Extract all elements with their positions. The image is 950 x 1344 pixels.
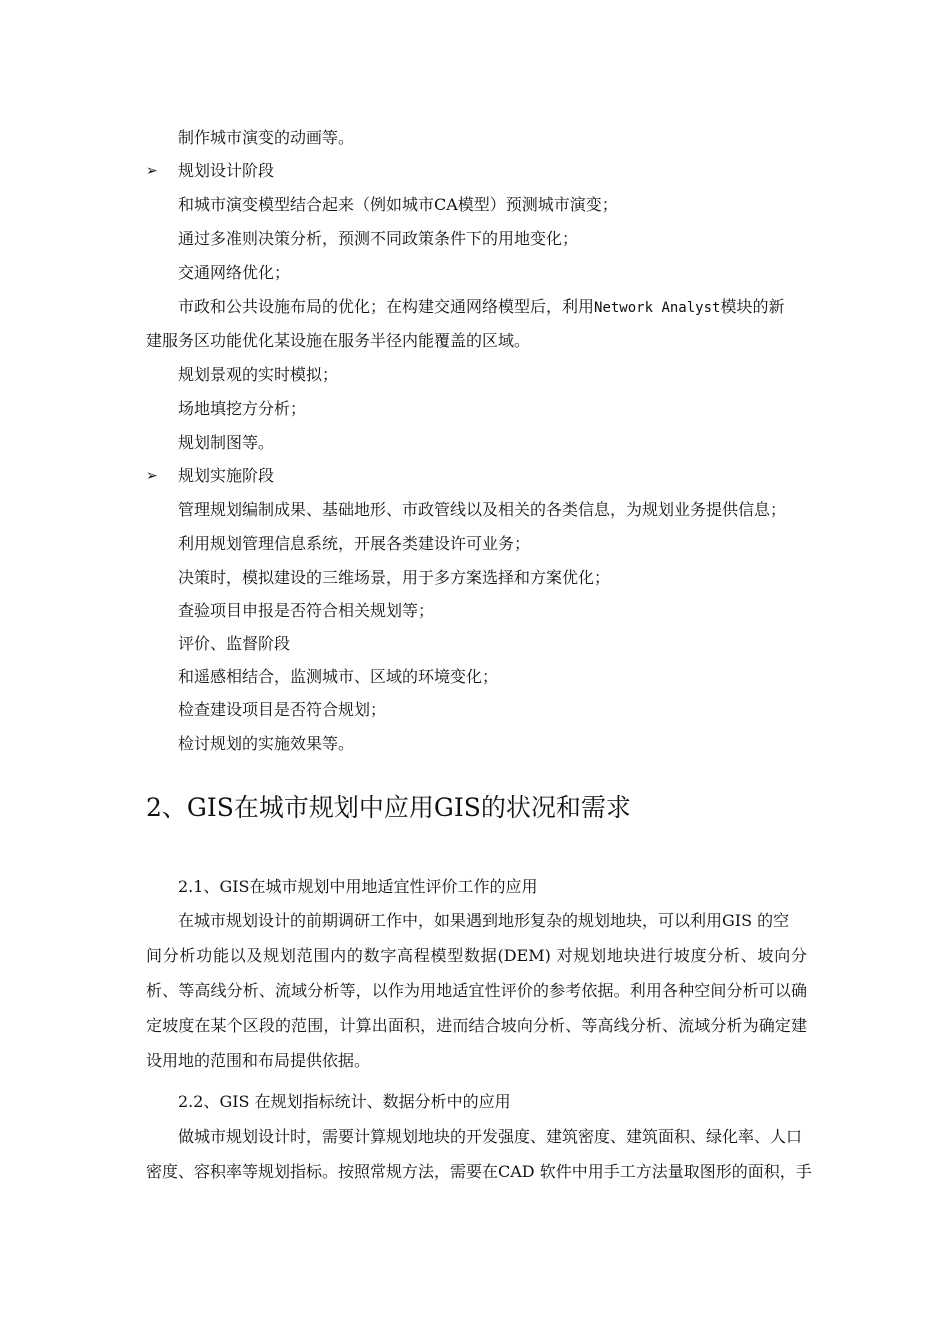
- subsection-heading: 2.2、GIS 在规划指标统计、数据分析中的应用: [178, 1092, 511, 1111]
- paragraph-line: 密度、容积率等规划指标。按照常规方法，需要在CAD 软件中用手工方法量取图形的面积，手: [146, 1162, 812, 1181]
- text-line: 评价、监督阶段: [178, 634, 291, 653]
- arrow-bullet-icon: ➢: [146, 163, 158, 179]
- text-line: 规划景观的实时模拟；: [178, 365, 339, 384]
- text-line: 制作城市演变的动画等。: [178, 128, 355, 147]
- text-line: [178, 296, 784, 319]
- paragraph-line: 设用地的范围和布局提供依据。: [146, 1051, 371, 1070]
- text-line: 管理规划编制成果、基础地形、市政管线以及相关的各类信息，为规划业务提供信息；: [178, 500, 787, 519]
- paragraph-line: 做城市规划设计时，需要计算规划地块的开发强度、建筑密度、建筑面积、绿化率、人口: [178, 1127, 803, 1146]
- text-segment: 模块的新: [720, 297, 785, 316]
- text-line: 通过多准则决策分析，预测不同政策条件下的用地变化；: [178, 229, 579, 248]
- text-line: 检查建设项目是否符合规划；: [178, 700, 387, 719]
- software-name: Network Analyst: [594, 300, 721, 316]
- paragraph-line: 析、等高线分析、流域分析等，以作为用地适宜性评价的参考依据。利用各种空间分析可以确: [146, 981, 807, 1000]
- text-line: 建服务区功能优化某设施在服务半径内能覆盖的区域。: [146, 331, 531, 350]
- arrow-bullet-icon: ➢: [146, 468, 158, 484]
- paragraph-line: 定坡度在某个区段的范围，计算出面积，进而结合坡向分析、等高线分析、流域分析为确定建: [146, 1016, 807, 1035]
- section-heading: 2、GIS在城市规划中应用GIS的状况和需求: [146, 793, 631, 822]
- section-bullet-title: 规划实施阶段: [178, 466, 275, 485]
- subsection-heading: 2.1、GIS在城市规划中用地适宜性评价工作的应用: [178, 877, 538, 896]
- text-line: 查验项目申报是否符合相关规划等；: [178, 601, 435, 620]
- text-line: 和遥感相结合，监测城市、区域的环境变化；: [178, 667, 499, 686]
- text-line: 交通网络优化；: [178, 263, 291, 282]
- text-line: 规划制图等。: [178, 433, 275, 452]
- text-line: 利用规划管理信息系统，开展各类建设许可业务；: [178, 534, 531, 553]
- text-line: 场地填挖方分析；: [178, 399, 307, 418]
- text-line: 和城市演变模型结合起来（例如城市CA模型）预测城市演变；: [178, 195, 618, 214]
- text-segment: 市政和公共设施布局的优化；在构建交通网络模型后，利用: [178, 297, 595, 316]
- section-bullet-title: 规划设计阶段: [178, 161, 275, 180]
- text-line: 检讨规划的实施效果等。: [178, 734, 355, 753]
- text-line: 决策时，模拟建设的三维场景，用于多方案选择和方案优化；: [178, 568, 611, 587]
- paragraph-line: 间分析功能以及规划范围内的数字高程模型数据(DEM) 对规划地块进行坡度分析、坡向分: [146, 946, 807, 965]
- paragraph-line: 在城市规划设计的前期调研工作中，如果遇到地形复杂的规划地块，可以利用GIS 的空: [178, 911, 790, 930]
